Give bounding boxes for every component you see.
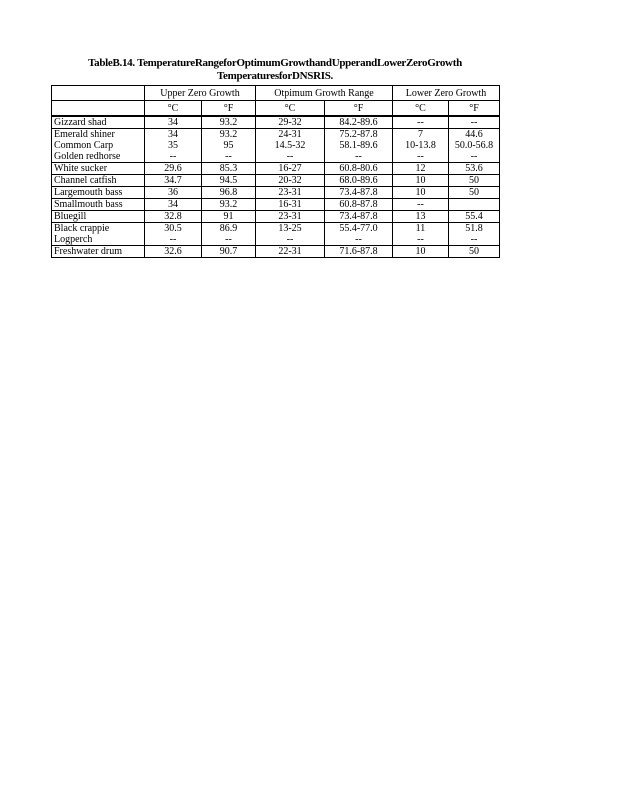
value-cell: 50 — [449, 175, 500, 187]
value-cell: -- — [393, 199, 449, 211]
table-row — [52, 163, 500, 175]
value-cell: -- — [449, 234, 500, 246]
value-cell: 30.5 — [145, 223, 202, 235]
group-header-upper-zero-growth: Upper Zero Growth — [145, 86, 256, 101]
value-cell: 29-32 — [256, 116, 325, 129]
value-cell: 94.5 — [202, 175, 256, 187]
value-cell: 34 — [145, 129, 202, 141]
species-cell: Logperch — [52, 234, 145, 246]
value-cell: 60.8-80.6 — [325, 163, 393, 175]
unit-header-f: °F — [202, 101, 256, 117]
value-cell: 86.9 — [202, 223, 256, 235]
table-row — [52, 246, 500, 258]
value-cell: 75.2-87.8 — [325, 129, 393, 141]
value-cell — [449, 199, 500, 211]
value-cell: -- — [393, 234, 449, 246]
value-cell: -- — [325, 151, 393, 163]
value-cell: 84.2-89.6 — [325, 116, 393, 129]
value-cell: -- — [202, 234, 256, 246]
value-cell: 35 — [145, 140, 202, 151]
unit-header-c: °C — [256, 101, 325, 117]
table-row — [52, 211, 500, 223]
value-cell: 73.4-87.8 — [325, 211, 393, 223]
value-cell: 23-31 — [256, 211, 325, 223]
value-cell: 10 — [393, 187, 449, 199]
species-cell: Black crappie — [54, 223, 110, 234]
species-header — [52, 86, 145, 101]
unit-header-f: °F — [449, 101, 500, 117]
unit-header-c: °C — [393, 101, 449, 117]
group-header-lower-zero-growth: Lower Zero Growth — [393, 86, 500, 101]
value-cell: -- — [256, 234, 325, 246]
value-cell: 10 — [393, 246, 449, 258]
value-cell: 23-31 — [256, 187, 325, 199]
value-cell: 93.2 — [202, 129, 256, 141]
species-cell: Freshwater drum — [52, 246, 145, 258]
species-cell: Channel catfish — [52, 175, 145, 187]
value-cell: 58.1-89.6 — [325, 140, 393, 151]
value-cell: -- — [256, 151, 325, 163]
species-cell: Bluegill — [52, 211, 145, 223]
value-cell: -- — [393, 116, 449, 129]
value-cell: 34.7 — [145, 175, 202, 187]
group-header-optimum-growth-range: Otpimum Growth Range — [256, 86, 393, 101]
species-cell: Emerald shiner — [54, 129, 115, 140]
value-cell: 51.8 — [449, 223, 500, 235]
table-row — [52, 175, 500, 187]
value-cell: 96.8 — [202, 187, 256, 199]
table-row — [52, 234, 500, 246]
table-row — [52, 129, 500, 141]
value-cell: 24-31 — [256, 129, 325, 141]
table-row — [52, 199, 500, 211]
value-cell: 55.4-77.0 — [325, 223, 393, 235]
value-cell: -- — [145, 234, 202, 246]
species-cell: Common Carp — [54, 140, 114, 151]
value-cell: 50.0-56.8 — [449, 140, 500, 151]
value-cell: 95 — [202, 140, 256, 151]
value-cell: -- — [449, 151, 500, 163]
table-row — [52, 140, 500, 151]
value-cell: 55.4 — [449, 211, 500, 223]
temperature-table — [51, 85, 500, 258]
value-cell: 13 — [393, 211, 449, 223]
table-title-line-2: TemperaturesforDNSRIS. — [217, 70, 333, 82]
value-cell: 71.6-87.8 — [325, 246, 393, 258]
value-cell: -- — [202, 151, 256, 163]
species-cell: Gizzard shad — [52, 116, 145, 129]
value-cell: 10 — [393, 175, 449, 187]
table-row — [52, 223, 500, 235]
value-cell: 73.4-87.8 — [325, 187, 393, 199]
value-cell: -- — [393, 151, 449, 163]
value-cell: 32.8 — [145, 211, 202, 223]
species-unit-header — [52, 101, 145, 117]
value-cell: 53.6 — [449, 163, 500, 175]
table-title-line-1: TableB.14. TemperatureRangeforOptimumGrowthandUpperandLowerZeroGrowth — [88, 57, 462, 69]
value-cell: 32.6 — [145, 246, 202, 258]
species-cell: White sucker — [52, 163, 145, 175]
value-cell: 14.5-32 — [256, 140, 325, 151]
value-cell: 20-32 — [256, 175, 325, 187]
value-cell: 85.3 — [202, 163, 256, 175]
value-cell: -- — [449, 116, 500, 129]
value-cell: 91 — [202, 211, 256, 223]
value-cell: 34 — [145, 199, 202, 211]
value-cell: 50 — [449, 187, 500, 199]
value-cell: 16-27 — [256, 163, 325, 175]
value-cell: 29.6 — [145, 163, 202, 175]
table-row — [52, 187, 500, 199]
value-cell: 10-13.8 — [393, 140, 449, 151]
value-cell: 16-31 — [256, 199, 325, 211]
value-cell: 22-31 — [256, 246, 325, 258]
value-cell: 12 — [393, 163, 449, 175]
table-title — [50, 57, 500, 83]
value-cell: 93.2 — [202, 116, 256, 129]
value-cell: 68.0-89.6 — [325, 175, 393, 187]
unit-header-f: °F — [325, 101, 393, 117]
value-cell: 13-25 — [256, 223, 325, 235]
value-cell: -- — [325, 234, 393, 246]
species-cell: Smallmouth bass — [52, 199, 145, 211]
value-cell: 44.6 — [449, 129, 500, 141]
value-cell: 11 — [393, 223, 449, 235]
value-cell: 93.2 — [202, 199, 256, 211]
species-cell: Golden redhorse — [52, 151, 145, 163]
value-cell: 90.7 — [202, 246, 256, 258]
value-cell: 50 — [449, 246, 500, 258]
value-cell: 36 — [145, 187, 202, 199]
value-cell: 7 — [393, 129, 449, 141]
unit-header-c: °C — [145, 101, 202, 117]
value-cell: 34 — [145, 116, 202, 129]
value-cell: 60.8-87.8 — [325, 199, 393, 211]
species-cell: Largemouth bass — [52, 187, 145, 199]
table-row — [52, 116, 500, 129]
value-cell: -- — [145, 151, 202, 163]
table-row — [52, 151, 500, 163]
